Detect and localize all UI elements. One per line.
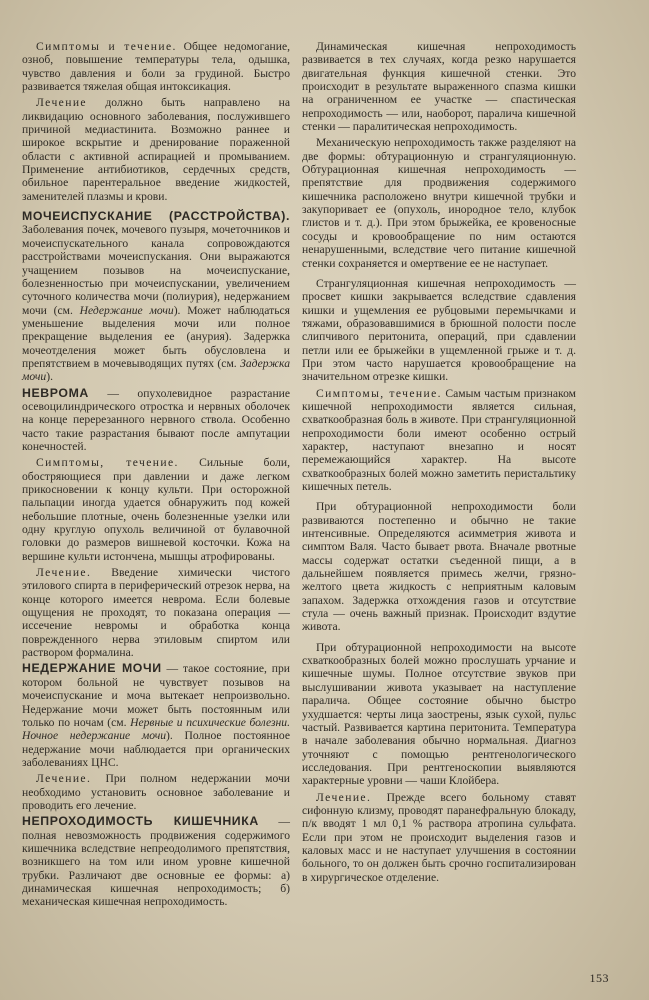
cross-reference: Задержка мочи bbox=[22, 356, 290, 384]
cross-reference: Нервные и психические болезни. Ночное недержание мочи bbox=[22, 715, 290, 743]
section-lead: Лечение. bbox=[36, 772, 92, 786]
mediastinitis-symptoms bbox=[22, 40, 290, 93]
mediastinitis-treatment bbox=[22, 96, 290, 203]
right-column bbox=[302, 40, 576, 887]
entry-heading: МОЧЕИСПУСКАНИЕ (РАССТРОЙСТВА). bbox=[22, 209, 290, 224]
paragraph-text: — такое состояние, при котором больной не чувствует позывов на мочеиспускание и моча вытекает непроизвольно. Недержание мочи может быть постоянным или только по ночам (см. bbox=[22, 662, 290, 729]
paragraph-text: — опухолевидное разрастание осевоцилиндрического отростка и нервных оболочек на конце перерезанного нервного ствола. Особенно часто такие разрастания бывают после ампутации конечностей. bbox=[22, 386, 290, 453]
paragraph-text: ). Может наблюдаться уменьшение выделения мочи или полное прекращение выделения ее (анурия). Задержка мочеотделения может быть обусловлена и препятствием в мочевыводящих путях (см. bbox=[22, 303, 290, 370]
obstruction-symptoms bbox=[302, 387, 576, 494]
cross-reference: Недержание мочи bbox=[79, 303, 174, 317]
paragraph-text: ). bbox=[46, 370, 53, 384]
entry-urination bbox=[22, 210, 290, 383]
paragraph-text: Введение химически чистого этилового спирта в периферический отрезок нерва, на конце которого имеется неврома. Если болевые ощущения не проходят, то показана операция — иссечение невромы и обработка конца поврежденного нерва этиловым спиртом или раствором формалина. bbox=[22, 566, 290, 660]
obturation-pain-paragraph: При обтурационной непроходимости боли развиваются постепенно и обычно не такие интенсивные. Определяются асимметрия живота и симптом Валя. Часто бывает рвота. Вначале рвотные массы содержат остатки съеденной пищи, а в дальнейшем появляется примесь желчи, грязно-желтого цвета жидкость с неприятным каловым запахом. Задержка отхождения газов и отсутствие стула — очень важный признак. Происходит вздутие живота. bbox=[302, 500, 576, 634]
paragraph-text: При полном недержании мочи необходимо установить основное заболевание и проводить его лечение. bbox=[22, 772, 290, 812]
entry-intestinal-obstruction bbox=[22, 815, 290, 908]
entry-heading: НЕПРОХОДИМОСТЬ КИШЕЧНИКА bbox=[22, 814, 259, 829]
section-lead: Симптомы и течение. bbox=[36, 40, 177, 53]
entry-neuroma bbox=[22, 387, 290, 454]
incontinence-treatment bbox=[22, 772, 290, 812]
section-lead: Лечение. bbox=[316, 790, 372, 804]
left-column bbox=[22, 40, 290, 912]
paragraph-text: Заболевания почек, мочевого пузыря, мочеточников и мочеиспускательного канала сопровождаются расстройствами мочеиспускания. Они выражаются учащением позывов на мочеиспускание, болезненностью при мочеиспускании, увеличением суточного количества мочи (полиурия), недержанием мочи (см. bbox=[22, 223, 290, 317]
paragraph-text: Сильные боли, обостряющиеся при давлении и даже легком прикосновении к концу культи. При осторожной пальпации иногда удается обнаружить под кожей небольшие плотные, очень болезненные узелки или одну круглую опухоль величиной от булавочной головки до размеров вишневой косточки. Кожа на вершине культи истончена, мышцы атрофированы. bbox=[22, 456, 290, 563]
entry-heading: НЕВРОМА bbox=[22, 385, 89, 400]
dynamic-obstruction-paragraph: Динамическая кишечная непроходимость развивается в тех случаях, когда резко нарушается двигательная функция кишечной стенки. Это происходит в результате выраженного спазма кишки на ограниченном ее участке — спастическая непроходимость — или, наоборот, паралича кишечной стенки — паралитическая непроходимость. bbox=[302, 40, 576, 134]
mechanical-obstruction-paragraph: Механическую непроходимость также разделяют на две формы: обтурационную и странгуляционную. Обтурационная кишечная непроходимость — препятствие для продвижения содержимого кишечника расположено внутри кишечной трубки и закупоривает ее (опухоль, инородное тело, клубок глистов и т. д.). При этом брыжейка, ее кровеносные сосуды и кровообращение по ним остаются ненарушенными, вследствие чего питание кишечной стенки сохраняется и омертвение ее не наступает. bbox=[302, 136, 576, 270]
section-lead: Симптомы, течение. bbox=[316, 386, 442, 400]
neuroma-treatment bbox=[22, 566, 290, 659]
strangulation-paragraph: Странгуляционная кишечная непроходимость — просвет кишки закрывается вследствие сдавления кишки и ущемления ее рубцовыми перемычками и тяжами, образовавшимися в брюшной полости после слипчивого перитонита, операций, при сдавлении петли или ее брыжейки в ущемленной грыже и т. д. При этом часто нарушается кровообращение на значительном отрезке кишки. bbox=[302, 276, 576, 384]
paragraph-text: Прежде всего больному ставят сифонную клизму, проводят паранефральную блокаду, п/к вводят 1 мл 0,1 % раствора атропина сульфата. Если при этом не происходит выделения газов и каловых масс и не наступает улучшения в состоянии больного, то он должен быть срочно госпитализирован в хирургическое отделение. bbox=[302, 790, 576, 884]
section-lead: Лечение. bbox=[36, 566, 92, 580]
paragraph-text: — полная невозможность продвижения содержимого кишечника вследствие непреодолимого препятствия, возникшего на том или ином уровне кишечной трубки. Различают две основные ее формы: а) динамическая кишечная непроходимость; б) механическая кишечная непроходимость. bbox=[22, 815, 290, 909]
paragraph-text: должно быть направлено на ликвидацию основного заболевания, послужившего причиной медиастинита. Возможно раннее и широкое вскрытие и дренирование пораженной области с активной аспирацией и промыванием. Применение антибиотиков, сердечных средств, обильное парентеральное введение жидкостей, заменителей плазмы и крови. bbox=[22, 96, 290, 203]
neuroma-symptoms bbox=[22, 456, 290, 563]
section-lead: Лечение bbox=[36, 96, 87, 110]
page-number: 153 bbox=[589, 971, 609, 985]
paragraph-text: Общее недомогание, озноб, повышение температуры тела, одышка, чувство давления и боли за грудиной. Быстро развивается тяжелая общая интоксикация. bbox=[22, 40, 290, 94]
entry-heading: НЕДЕРЖАНИЕ МОЧИ bbox=[22, 661, 162, 676]
paragraph-text: Самым частым признаком кишечной непроходимости является сильная, схваткообразная боль в животе. При странгуляционной непроходимости боли имеют особенно острый характер, наступают внезапно и носят перемежающийся характер. На высоте схваткообразных болей можно заметить перистальтику кишечных петель. bbox=[302, 386, 576, 493]
entry-incontinence bbox=[22, 662, 290, 769]
section-lead: Симптомы, течение. bbox=[36, 456, 179, 470]
paragraph-text: ). Полное постоянное недержание мочи наблюдается при органических заболеваниях ЦНС. bbox=[22, 729, 290, 769]
obstruction-treatment bbox=[302, 791, 576, 884]
obturation-signs-paragraph: При обтурационной непроходимости на высоте схваткообразных болей можно прослушать урчание и кишечные шумы. Полное отсутствие звуков при выслушивании живота указывает на наступление паралича. Общее состояние обычно быстро ухудшается: черты лица заострены, язык сухой, пульс частый. Развивается картина перитонита. Температура в начале заболевания обычно нормальная. Диагноз уточняют с помощью рентгенологического исследования. При рентгеноскопии выявляются характерные уровни — чаши Клойбера. bbox=[302, 640, 576, 788]
